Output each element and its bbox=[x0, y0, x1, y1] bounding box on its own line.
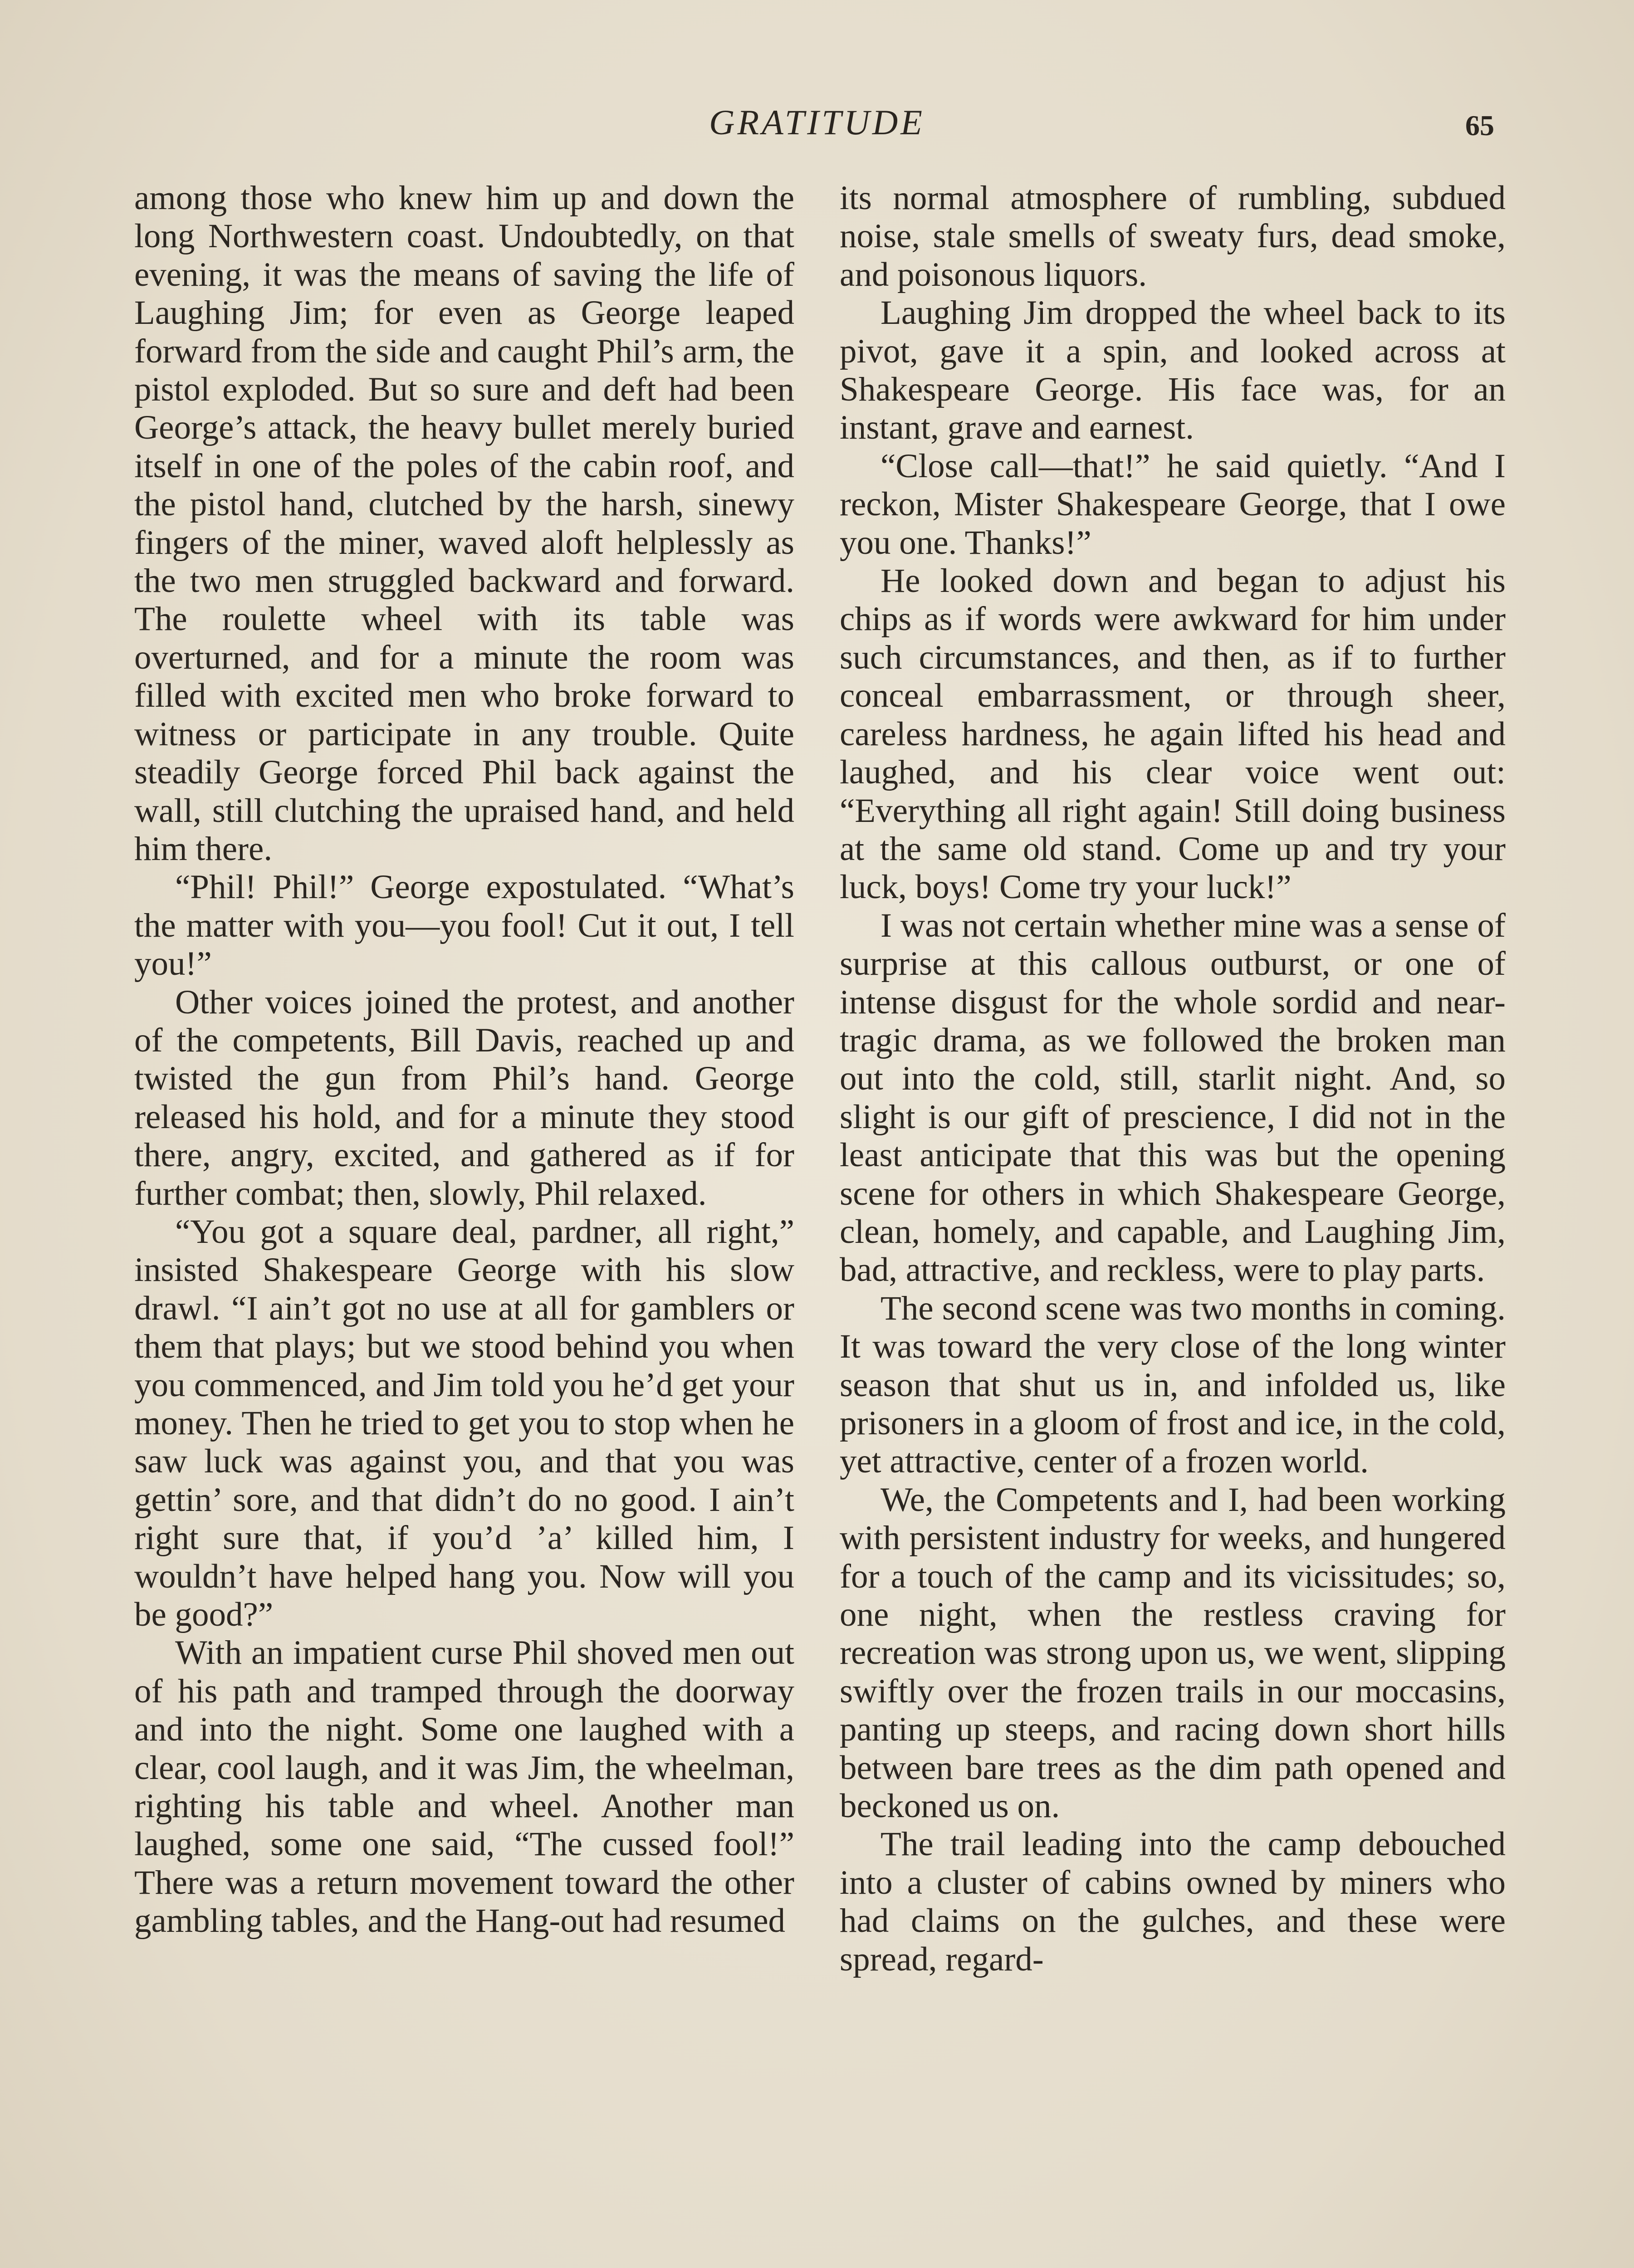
paragraph: among those who knew him up and down the long Northwestern coast. Undoubtedly, on that evening, it was the means of saving the life of Laughing Jim; for even as George leaped forward from the side and caught Phil’s arm, the pistol exploded. But so sure and deft had been George’s attack, the heavy bullet merely buried itself in one of the poles of the cabin roof, and the pistol hand, clutched by the harsh, sinewy fingers of the miner, waved aloft helplessly as the two men struggled backward and forward. The roulette wheel with its table was overturned, and for a minute the room was filled with excited men who broke forward to witness or participate in any trouble. Quite steadily George forced Phil back against the wall, still clutching the upraised hand, and held him there. bbox=[134, 179, 794, 868]
running-title: GRATITUDE bbox=[709, 103, 925, 142]
paragraph: Other voices joined the protest, and another of the competents, Bill Davis, reached up and twisted the gun from Phil’s hand. George released his hold, and for a minute they stood there, angry, excited, and gathered as if for further combat; then, slowly, Phil relaxed. bbox=[134, 983, 794, 1212]
paragraph: The second scene was two months in coming. It was toward the very close of the long winter season that shut us in, and infolded us, like prisoners in a gloom of frost and ice, in the cold, yet attractive, center of a frozen world. bbox=[840, 1289, 1506, 1481]
paragraph: We, the Competents and I, had been working with persistent industry for weeks, and hungered for a touch of the camp and its vicissitudes; so, one night, when the restless craving for recreation was strong upon us, we went, slipping swiftly over the frozen trails in our moccasins, panting up steeps, and racing down short hills between bare trees as the dim path opened and beckoned us on. bbox=[840, 1481, 1506, 1825]
paragraph: He looked down and began to adjust his chips as if words were awkward for him under such circumstances, and then, as if to further conceal embarrassment, or through sheer, careless hardness, he again lifted his head and laughed, and his clear voice went out: “Everything all right again! Still doing business at the same old stand. Come up and try your luck, boys! Come try your luck!” bbox=[840, 562, 1506, 906]
paragraph: With an impatient curse Phil shoved men out of his path and tramped through the doorway and into the night. Some one laughed with a clear, cool laugh, and it was Jim, the wheelman, righting his table and wheel. Another man laughed, some one said, “The cussed fool!” There was a return movement toward the other gambling tables, and the Hang-out had resumed bbox=[134, 1634, 794, 1940]
paragraph: Laughing Jim dropped the wheel back to its pivot, gave it a spin, and looked across at Shakespeare George. His face was, for an instant, grave and earnest. bbox=[840, 294, 1506, 447]
paragraph: its normal atmosphere of rumbling, subdued noise, stale smells of sweaty furs, dead smoke, and poisonous liquors. bbox=[840, 179, 1506, 293]
paragraph: “You got a square deal, pardner, all right,” insisted Shakespeare George with his slow drawl. “I ain’t got no use at all for gamblers or them that plays; but we stood behind you when you commenced, and Jim told you he’d get your money. Then he tried to get you to stop when he saw luck was against you, and that you was gettin’ sore, and that didn’t do no good. I ain’t right sure that, if you’d ’a’ killed him, I wouldn’t have helped hang you. Now will you be good?” bbox=[134, 1212, 794, 1634]
right-column bbox=[840, 179, 1506, 1979]
paragraph: “Close call—that!” he said quietly. “And I reckon, Mister Shakespeare George, that I owe you one. Thanks!” bbox=[840, 447, 1506, 562]
paragraph: “Phil! Phil!” George expostulated. “What’s the matter with you—you fool! Cut it out, I tell you!” bbox=[134, 868, 794, 983]
paragraph: I was not certain whether mine was a sense of surprise at this callous outburst, or one of intense disgust for the whole sordid and near-tragic drama, as we followed the broken man out into the cold, still, starlit night. And, so slight is our gift of prescience, I did not in the least anticipate that this was but the opening scene for others in which Shakespeare George, clean, homely, and capable, and Laughing Jim, bad, attractive, and reckless, were to play parts. bbox=[840, 906, 1506, 1289]
left-column bbox=[134, 179, 794, 1941]
page-number: 65 bbox=[1465, 109, 1494, 142]
paragraph: The trail leading into the camp debouched into a cluster of cabins owned by miners who had claims on the gulches, and these were spread, regard- bbox=[840, 1825, 1506, 1978]
